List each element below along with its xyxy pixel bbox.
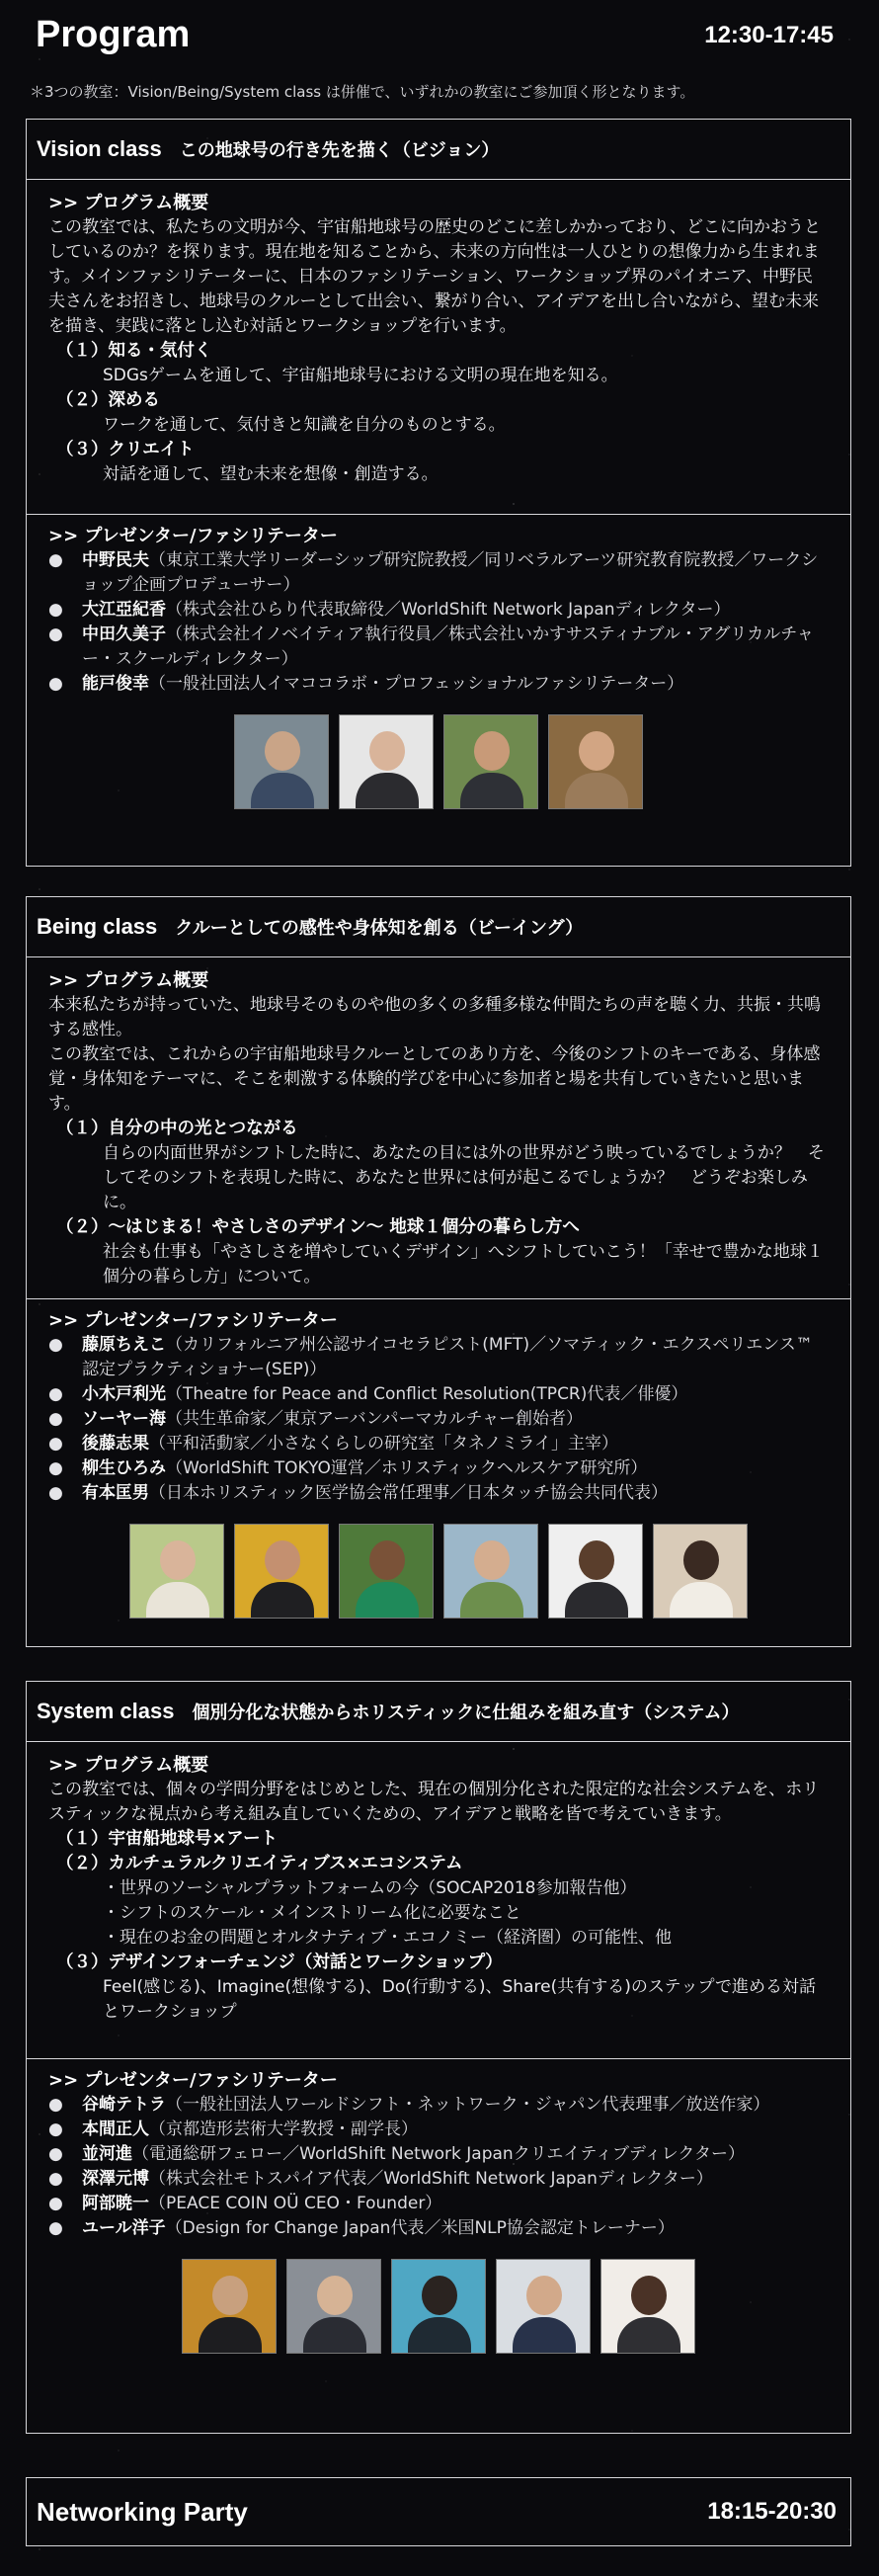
presenter-photo — [339, 714, 434, 809]
being-overview — [27, 957, 850, 1298]
presenter-name: 谷崎テトラ — [82, 2095, 166, 2115]
overview-title: >> プログラム概要 — [48, 193, 209, 213]
bullet-line: ・現在のお金の問題とオルタナティブ・エコノミー（経済圏）の可能性、他 — [103, 1928, 672, 1948]
presenter-item: ● 並河進（電通総研フェロー／WorldShift Network Japanクリエイティブディレクター） — [48, 2144, 745, 2164]
overview-text: 本来私たちが持っていた、地球号そのものや他の多くの多種多様な仲間たちの声を聴く力、共振・共鳴する感性。 — [48, 995, 821, 1039]
presenter-item: ● 谷崎テトラ（一般社団法人ワールドシフト・ネットワーク・ジャパン代表理事／放送作家） — [48, 2095, 770, 2115]
overview-text: この教室では、個々の学問分野をはじめとした、現在の個別分化された限定的な社会システムを、ホリスティックな視点から考え組み直していくための、アイデアと戦略を皆で考えていきます。 — [48, 1780, 820, 1824]
presenter-item: ● 小木戸利光（Theatre for Peace and Conflict Resolution(TPCR)代表／俳優） — [48, 1384, 688, 1404]
vision-class-name: Vision class — [37, 136, 162, 161]
vision-overview — [27, 180, 850, 514]
presenters-title: >> プレゼンター/ファシリテーター — [48, 526, 338, 546]
presenter-name: ソーヤー海 — [82, 1409, 166, 1429]
presenter-name: ユール洋子 — [82, 2218, 166, 2238]
item-heading: （３）デザインフォーチェンジ（対話とワークショップ） — [56, 1953, 503, 1972]
presenter-item: ● ユール洋子（Design for Change Japan代表／米国NLP協会認定トレーナー） — [48, 2218, 675, 2238]
presenter-item: ● 本間正人（京都造形芸術大学教授・副学長） — [48, 2119, 418, 2139]
networking-party-box — [26, 2477, 851, 2546]
presenter-photo — [234, 714, 329, 809]
presenter-item: ● 柳生ひろみ（WorldShift TOKYO運営／ホリスティックヘルスケア研究所） — [48, 1458, 648, 1478]
item-heading: （１）自分の中の光とつながる — [56, 1119, 298, 1138]
being-presenters — [27, 1298, 850, 1645]
presenter-role: （一般社団法人イマココラボ・プロフェッショナルファシリテーター） — [149, 674, 684, 694]
system-class-name: System class — [37, 1699, 175, 1723]
presenter-photo — [286, 2259, 381, 2354]
presenter-name: 中田久美子 — [82, 624, 166, 644]
item-heading: （２）〜はじまる！やさしさのデザイン〜 地球１個分の暮らし方へ — [56, 1217, 580, 1237]
presenter-photo — [234, 1524, 329, 1619]
item-heading: （１）知る・気付く — [56, 341, 212, 361]
presenter-photo — [391, 2259, 486, 2354]
system-class-header — [27, 1682, 850, 1742]
class-note: ＊3つの教室：Vision/Being/System class は併催で、いずれかの教室にご参加頂く形となります。 — [30, 83, 695, 101]
item-text: Feel(感じる)、Imagine(想像する)、Do(行動する)、Share(共有する)のステップで進める対話とワークショップ — [103, 1977, 817, 2022]
presenter-name: 深澤元博 — [82, 2169, 149, 2189]
presenter-item: ● 後藤志果（平和活動家／小さなくらしの研究室「タネノミライ」主宰） — [48, 1434, 618, 1454]
presenter-item: ● 能戸俊幸（一般社団法人イマココラボ・プロフェッショナルファシリテーター） — [48, 674, 684, 694]
networking-party-title: Networking Party — [37, 2496, 248, 2527]
being-class-subtitle: クルーとしての感性や身体知を創る（ビーイング） — [175, 918, 584, 939]
presenter-role: （PEACE COIN OÜ CEO・Founder） — [149, 2194, 442, 2213]
overview-title: >> プログラム概要 — [48, 970, 209, 991]
presenter-photos — [48, 2241, 829, 2354]
item-heading: （２）カルチュラルクリエイティブス×エコシステム — [56, 1854, 463, 1873]
presenter-name: 小木戸利光 — [82, 1384, 166, 1404]
item-heading: （１）宇宙船地球号×アート — [56, 1829, 279, 1849]
presenter-name: 並河進 — [82, 2144, 132, 2164]
presenter-name: 大江亞紀香 — [82, 600, 166, 620]
system-overview — [27, 1742, 850, 2058]
system-class-card — [26, 1681, 851, 2434]
overview-text: この教室では、これからの宇宙船地球号クルーとしてのあり方を、今後のシフトのキーである、身体感覚・身体知をテーマに、そこを刺激する体験的学びを中心に参加者と場を共有していきたいと思います。 — [48, 1044, 821, 1114]
item-text: SDGsゲームを通して、宇宙船地球号における文明の現在地を知る。 — [103, 366, 618, 385]
presenter-role: （日本ホリスティック医学協会常任理事／日本タッチ協会共同代表） — [149, 1483, 668, 1503]
presenter-item: ● 有本匡男（日本ホリスティック医学協会常任理事／日本タッチ協会共同代表） — [48, 1483, 668, 1503]
presenter-role: （株式会社モトスパイア代表／WorldShift Network Japanディレクター） — [149, 2169, 713, 2189]
vision-class-header — [27, 120, 850, 180]
being-class-name: Being class — [37, 914, 158, 939]
presenter-name: 柳生ひろみ — [82, 1458, 166, 1478]
presenters-title: >> プレゼンター/ファシリテーター — [48, 1310, 338, 1331]
vision-class-card — [26, 119, 851, 867]
program-time: 12:30-17:45 — [704, 21, 834, 48]
presenter-role: （共生革命家／東京アーバンパーマカルチャー創始者） — [166, 1409, 583, 1429]
overview-text: この教室では、私たちの文明が今、宇宙船地球号の歴史のどこに差しかかっており、どこに向かおうとしているのか？を探ります。現在地を知ることから、未来の方向性は一人ひとりの想像力から生まれます。メインファシリテーターに、日本のファシリテーション、ワークショップ界のパイオニア、中野民夫さんをお招きし、地球号のクルーとして出会い、繋がり合い、アイデアを出し合いながら、望む未来を描き、実践に落とし込む対話とワークショップを行います。 — [48, 217, 821, 336]
being-class-card — [26, 896, 851, 1647]
system-presenters — [27, 2058, 850, 2434]
presenter-photo — [548, 714, 643, 809]
presenter-role: （Theatre for Peace and Conflict Resolution(TPCR)代表／俳優） — [166, 1384, 688, 1404]
presenter-photo — [182, 2259, 277, 2354]
presenter-photo — [443, 714, 538, 809]
presenter-name: 阿部暁一 — [82, 2194, 149, 2213]
presenter-item: ● 阿部暁一（PEACE COIN OÜ CEO・Founder） — [48, 2194, 442, 2213]
presenter-photo — [548, 1524, 643, 1619]
item-text: ワークを通して、気付きと知識を自分のものとする。 — [103, 415, 506, 435]
presenter-name: 後藤志果 — [82, 1434, 149, 1454]
presenter-role: （平和活動家／小さなくらしの研究室「タネノミライ」主宰） — [149, 1434, 618, 1454]
presenter-photo — [496, 2259, 591, 2354]
presenter-photo — [600, 2259, 695, 2354]
item-text: 社会も仕事も「やさしさを増やしていくデザイン」へシフトしていこう！「幸せで豊かな地球１個分の暮らし方」について。 — [103, 1242, 824, 1287]
presenter-photo — [339, 1524, 434, 1619]
presenters-title: >> プレゼンター/ファシリテーター — [48, 2070, 338, 2091]
presenter-role: （株式会社イノベイティア執行役員／株式会社いかすサスティナブル・アグリカルチャー・スクールディレクター） — [82, 624, 814, 669]
presenter-role: （WorldShift TOKYO運営／ホリスティックヘルスケア研究所） — [166, 1458, 648, 1478]
item-heading: （２）深める — [56, 390, 160, 410]
presenter-item: ● 中野民夫（東京工業大学リーダーシップ研究院教授／同リベラルアーツ研究教育院教授／ワークショップ企画プロデューサー） — [48, 550, 819, 595]
presenter-item: ● 中田久美子（株式会社イノベイティア執行役員／株式会社いかすサスティナブル・アグリカルチャー・スクールディレクター） — [48, 624, 814, 669]
system-class-subtitle: 個別分化な状態からホリスティックに仕組みを組み直す（システム） — [192, 1703, 740, 1723]
overview-title: >> プログラム概要 — [48, 1755, 209, 1776]
bullet-line: ・世界のソーシャルプラットフォームの今（SOCAP2018参加報告他） — [103, 1878, 637, 1898]
presenter-photos — [48, 1506, 829, 1619]
presenter-role: （カリフォルニア州公認サイコセラピスト(MFT)／ソマティック・エクスペリエンス™認定プラクティショナー(SEP)） — [82, 1335, 813, 1379]
presenter-name: 有本匡男 — [82, 1483, 149, 1503]
vision-class-subtitle: この地球号の行き先を描く（ビジョン） — [179, 140, 500, 161]
presenter-photo — [443, 1524, 538, 1619]
presenter-name: 藤原ちえこ — [82, 1335, 166, 1355]
presenter-item: ● 藤原ちえこ（カリフォルニア州公認サイコセラピスト(MFT)／ソマティック・エクスペリエンス™認定プラクティショナー(SEP)） — [48, 1335, 813, 1379]
vision-presenters — [27, 514, 850, 865]
presenter-name: 本間正人 — [82, 2119, 149, 2139]
bullet-line: ・シフトのスケール・メインストリーム化に必要なこと — [103, 1903, 521, 1923]
presenter-role: （京都造形芸術大学教授・副学長） — [149, 2119, 418, 2139]
presenter-role: （一般社団法人ワールドシフト・ネットワーク・ジャパン代表理事／放送作家） — [166, 2095, 770, 2115]
item-text: 対話を通して、望む未来を想像・創造する。 — [103, 464, 439, 484]
item-heading: （３）クリエイト — [56, 440, 195, 459]
being-class-header — [27, 897, 850, 957]
presenter-name: 能戸俊幸 — [82, 674, 149, 694]
presenter-item: ● ソーヤー海（共生革命家／東京アーバンパーマカルチャー創始者） — [48, 1409, 583, 1429]
presenter-photo — [129, 1524, 224, 1619]
item-text: 自らの内面世界がシフトした時に、あなたの目には外の世界がどう映っているでしょうか？ そしてそのシフトを表現した時に、あなたと世界には何が起こるでしょうか？ どうぞお楽しみに。 — [103, 1143, 825, 1212]
presenter-role: （東京工業大学リーダーシップ研究院教授／同リベラルアーツ研究教育院教授／ワークショップ企画プロデューサー） — [82, 550, 819, 595]
presenter-item: ● 大江亞紀香（株式会社ひらり代表取締役／WorldShift Network Japanディレクター） — [48, 600, 731, 620]
presenter-item: ● 深澤元博（株式会社モトスパイア代表／WorldShift Network Japanディレクター） — [48, 2169, 713, 2189]
presenter-role: （電通総研フェロー／WorldShift Network Japanクリエイティブディレクター） — [132, 2144, 745, 2164]
program-header — [36, 14, 834, 56]
networking-party-time: 18:15-20:30 — [707, 2498, 837, 2525]
page-title: Program — [36, 14, 191, 55]
presenter-role: （Design for Change Japan代表／米国NLP協会認定トレーナー） — [165, 2218, 675, 2238]
presenter-photo — [653, 1524, 748, 1619]
presenter-name: 中野民夫 — [82, 550, 149, 570]
presenter-role: （株式会社ひらり代表取締役／WorldShift Network Japanディレクター） — [166, 600, 731, 620]
presenter-photos — [48, 697, 829, 809]
